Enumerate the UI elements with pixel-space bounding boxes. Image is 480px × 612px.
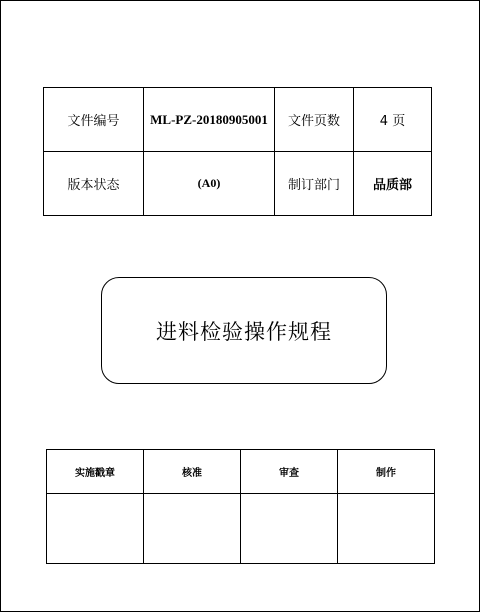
- signoff-cell-review: [241, 494, 338, 564]
- signoff-header-review: 审查: [241, 450, 338, 494]
- signoff-cell-prepare: [338, 494, 435, 564]
- department-label: 制订部门: [275, 152, 354, 216]
- file-number-value: ML-PZ-20180905001: [144, 88, 275, 152]
- version-status-label: 版本状态: [44, 152, 144, 216]
- document-info-table: [43, 87, 432, 216]
- file-number-label: 文件编号: [44, 88, 144, 152]
- signoff-signature-row: [47, 494, 435, 564]
- signoff-header-approve: 核准: [144, 450, 241, 494]
- signoff-header-row: [47, 450, 435, 494]
- department-value: 品质部: [354, 152, 432, 216]
- version-status-value: (A0): [144, 152, 275, 216]
- info-row-2: [44, 152, 432, 216]
- signoff-cell-approve: [144, 494, 241, 564]
- page-count-label: 文件页数: [275, 88, 354, 152]
- signoff-table: [46, 449, 435, 564]
- info-row-1: [44, 88, 432, 152]
- signoff-header-stamp: 实施戳章: [47, 450, 144, 494]
- signoff-cell-stamp: [47, 494, 144, 564]
- document-title: 进料检验操作规程: [101, 277, 387, 384]
- signoff-header-prepare: 制作: [338, 450, 435, 494]
- page-count-value: 4 页: [354, 88, 432, 152]
